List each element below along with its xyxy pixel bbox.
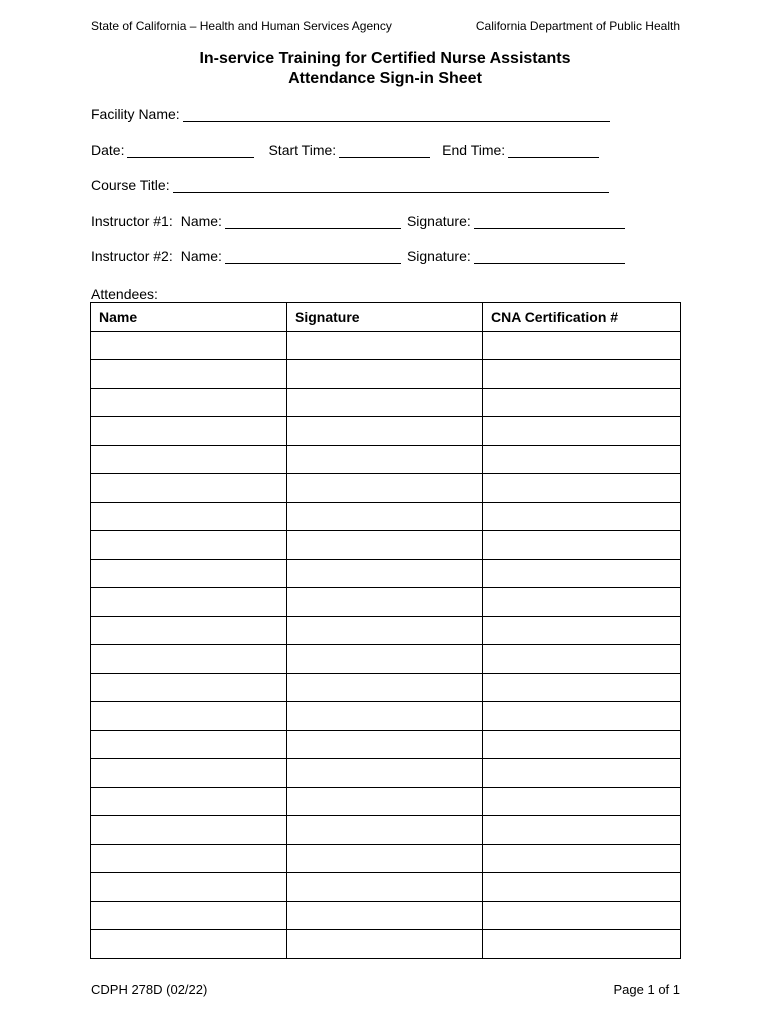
attendee-name-cell[interactable] — [91, 730, 287, 759]
table-row — [91, 502, 681, 531]
instructor2-signature-label: Signature: — [406, 248, 471, 264]
attendee-cna-cell[interactable] — [483, 759, 681, 788]
attendee-name-cell[interactable] — [91, 645, 287, 674]
end-time-label: End Time: — [442, 142, 506, 158]
attendee-cna-cell[interactable] — [483, 616, 681, 645]
attendee-signature-cell[interactable] — [287, 901, 483, 930]
attendee-cna-cell[interactable] — [483, 417, 681, 446]
instructor2-label: Instructor #2: — [91, 248, 173, 264]
instructor1-label: Instructor #1: — [91, 213, 173, 229]
page-number: Page 1 of 1 — [613, 982, 680, 997]
attendee-cna-cell[interactable] — [483, 702, 681, 731]
table-row — [91, 445, 681, 474]
attendee-cna-cell[interactable] — [483, 360, 681, 389]
attendee-signature-cell[interactable] — [287, 388, 483, 417]
facility-name-row — [91, 106, 610, 122]
instructor1-signature-field[interactable] — [474, 214, 625, 229]
attendee-signature-cell[interactable] — [287, 559, 483, 588]
attendee-signature-cell[interactable] — [287, 844, 483, 873]
instructor1-signature-label: Signature: — [406, 213, 471, 229]
attendee-cna-cell[interactable] — [483, 502, 681, 531]
attendee-name-cell[interactable] — [91, 816, 287, 845]
table-row — [91, 531, 681, 560]
attendee-name-cell[interactable] — [91, 844, 287, 873]
table-row — [91, 645, 681, 674]
table-row — [91, 474, 681, 503]
column-header-name: Name — [91, 303, 287, 332]
attendee-name-cell[interactable] — [91, 559, 287, 588]
attendee-name-cell[interactable] — [91, 474, 287, 503]
instructor2-row — [91, 248, 625, 264]
attendee-cna-cell[interactable] — [483, 588, 681, 617]
end-time-field[interactable] — [508, 143, 599, 158]
table-row — [91, 873, 681, 902]
form-id: CDPH 278D (02/22) — [91, 982, 208, 997]
attendee-name-cell[interactable] — [91, 787, 287, 816]
start-time-label: Start Time: — [268, 142, 337, 158]
attendee-signature-cell[interactable] — [287, 474, 483, 503]
instructor1-name-field[interactable] — [225, 214, 401, 229]
attendee-cna-cell[interactable] — [483, 645, 681, 674]
instructor1-row — [91, 213, 625, 229]
attendee-name-cell[interactable] — [91, 360, 287, 389]
column-header-signature: Signature — [287, 303, 483, 332]
column-header-cna-certification: CNA Certification # — [483, 303, 681, 332]
instructor1-name-label: Name: — [180, 213, 222, 229]
attendees-table-body — [91, 331, 681, 958]
table-row — [91, 360, 681, 389]
attendee-name-cell[interactable] — [91, 331, 287, 360]
attendee-signature-cell[interactable] — [287, 730, 483, 759]
attendee-signature-cell[interactable] — [287, 417, 483, 446]
attendee-name-cell[interactable] — [91, 930, 287, 959]
attendee-name-cell[interactable] — [91, 759, 287, 788]
instructor2-name-label: Name: — [180, 248, 222, 264]
attendee-name-cell[interactable] — [91, 417, 287, 446]
table-row — [91, 787, 681, 816]
instructor2-signature-field[interactable] — [474, 249, 625, 264]
attendee-signature-cell[interactable] — [287, 445, 483, 474]
date-row — [91, 142, 599, 158]
header-agency: State of California – Health and Human Services Agency — [91, 19, 392, 33]
table-row — [91, 616, 681, 645]
table-row — [91, 702, 681, 731]
attendee-signature-cell[interactable] — [287, 816, 483, 845]
attendee-signature-cell[interactable] — [287, 930, 483, 959]
facility-name-field[interactable] — [183, 107, 610, 122]
attendee-name-cell[interactable] — [91, 702, 287, 731]
attendee-name-cell[interactable] — [91, 901, 287, 930]
date-label: Date: — [91, 142, 125, 158]
attendee-signature-cell[interactable] — [287, 873, 483, 902]
attendee-cna-cell[interactable] — [483, 445, 681, 474]
table-row — [91, 759, 681, 788]
table-row — [91, 730, 681, 759]
attendee-signature-cell[interactable] — [287, 502, 483, 531]
attendee-signature-cell[interactable] — [287, 616, 483, 645]
table-row — [91, 588, 681, 617]
attendee-cna-cell[interactable] — [483, 901, 681, 930]
attendee-signature-cell[interactable] — [287, 331, 483, 360]
facility-name-label: Facility Name: — [91, 106, 180, 122]
attendee-cna-cell[interactable] — [483, 673, 681, 702]
attendee-name-cell[interactable] — [91, 445, 287, 474]
attendee-cna-cell[interactable] — [483, 873, 681, 902]
form-title: In-service Training for Certified Nurse Assistants — [199, 50, 571, 67]
attendee-name-cell[interactable] — [91, 616, 287, 645]
instructor2-name-field[interactable] — [225, 249, 401, 264]
attendee-cna-cell[interactable] — [483, 331, 681, 360]
attendees-table — [90, 302, 681, 959]
course-title-label: Course Title: — [91, 177, 170, 193]
attendee-name-cell[interactable] — [91, 588, 287, 617]
attendee-signature-cell[interactable] — [287, 588, 483, 617]
attendee-cna-cell[interactable] — [483, 474, 681, 503]
attendee-name-cell[interactable] — [91, 673, 287, 702]
attendee-signature-cell[interactable] — [287, 673, 483, 702]
attendee-signature-cell[interactable] — [287, 787, 483, 816]
table-row — [91, 901, 681, 930]
form-subtitle: Attendance Sign-in Sheet — [288, 70, 482, 87]
attendee-cna-cell[interactable] — [483, 730, 681, 759]
attendee-signature-cell[interactable] — [287, 759, 483, 788]
attendees-label: Attendees: — [91, 286, 158, 302]
date-field[interactable] — [127, 143, 254, 158]
course-title-row — [91, 177, 609, 193]
attendee-name-cell[interactable] — [91, 388, 287, 417]
start-time-field[interactable] — [339, 143, 430, 158]
table-row — [91, 930, 681, 959]
attendee-cna-cell[interactable] — [483, 531, 681, 560]
attendee-name-cell[interactable] — [91, 873, 287, 902]
table-row — [91, 388, 681, 417]
table-row — [91, 816, 681, 845]
attendee-signature-cell[interactable] — [287, 531, 483, 560]
attendee-cna-cell[interactable] — [483, 559, 681, 588]
table-row — [91, 844, 681, 873]
attendee-cna-cell[interactable] — [483, 787, 681, 816]
attendee-cna-cell[interactable] — [483, 844, 681, 873]
table-header-row — [91, 303, 681, 332]
course-title-field[interactable] — [173, 178, 609, 193]
attendee-cna-cell[interactable] — [483, 930, 681, 959]
attendee-cna-cell[interactable] — [483, 816, 681, 845]
table-row — [91, 673, 681, 702]
header-department: California Department of Public Health — [475, 19, 680, 33]
attendee-signature-cell[interactable] — [287, 702, 483, 731]
attendee-name-cell[interactable] — [91, 502, 287, 531]
table-row — [91, 559, 681, 588]
table-row — [91, 331, 681, 360]
attendee-signature-cell[interactable] — [287, 645, 483, 674]
table-row — [91, 417, 681, 446]
attendee-name-cell[interactable] — [91, 531, 287, 560]
attendee-signature-cell[interactable] — [287, 360, 483, 389]
attendee-cna-cell[interactable] — [483, 388, 681, 417]
